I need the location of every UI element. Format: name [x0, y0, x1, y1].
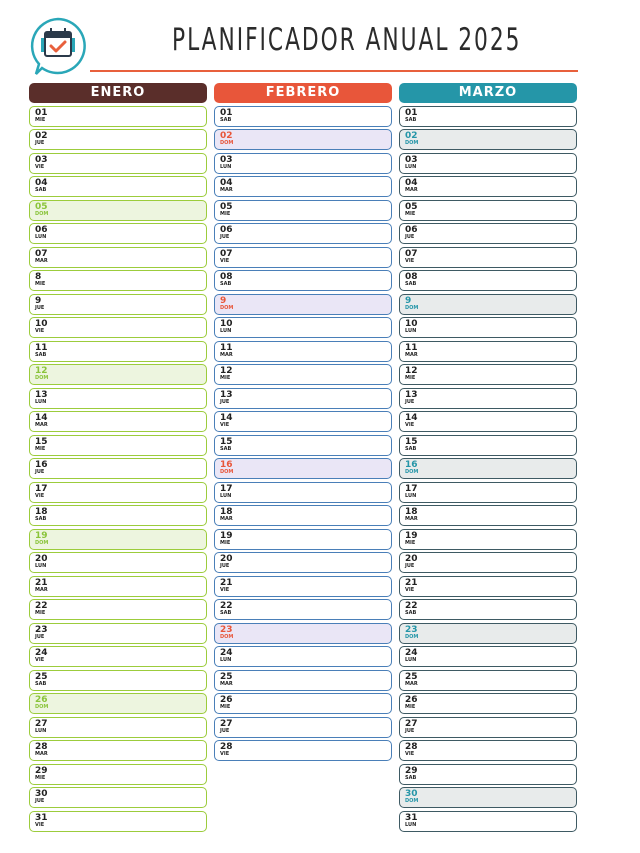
day-number: 26: [405, 695, 418, 705]
day-number: 24: [405, 648, 418, 658]
day-cell[interactable]: [214, 411, 392, 432]
weekday-label: DOM: [220, 469, 234, 475]
day-number: 10: [35, 319, 48, 329]
day-list: [29, 106, 207, 832]
day-cell-sunday[interactable]: [399, 787, 577, 808]
weekday-label: DOM: [220, 633, 234, 640]
day-number: 9: [35, 295, 42, 306]
day-number: 23: [220, 624, 233, 635]
weekday-label: SAB: [35, 187, 47, 193]
day-cell[interactable]: [29, 717, 207, 738]
weekday-label: VIE: [35, 821, 45, 828]
day-number: 26: [220, 695, 233, 705]
day-number: 02: [35, 131, 48, 141]
day-cell[interactable]: [399, 106, 577, 127]
day-cell-sunday[interactable]: [399, 623, 577, 644]
day-cell[interactable]: [29, 341, 207, 362]
day-number: 03: [405, 154, 418, 165]
day-cell-sunday[interactable]: [399, 129, 577, 150]
day-number: 16: [220, 460, 233, 470]
calendar-check-icon: [28, 16, 88, 76]
day-cell[interactable]: [399, 435, 577, 456]
day-number: 06: [35, 225, 48, 235]
weekday-label: LUN: [405, 821, 417, 828]
weekday-label: VIE: [35, 163, 45, 170]
day-number: 23: [35, 624, 48, 635]
month-column-febrero: [214, 83, 392, 761]
weekday-label: SAB: [35, 680, 47, 687]
day-cell[interactable]: [399, 153, 577, 174]
weekday-label: MAR: [405, 187, 418, 193]
weekday-label: MAR: [35, 257, 48, 264]
day-cell[interactable]: [29, 505, 207, 526]
day-cell[interactable]: [29, 129, 207, 150]
day-number: 02: [405, 131, 418, 141]
day-cell[interactable]: [29, 176, 207, 197]
day-cell[interactable]: [29, 670, 207, 691]
weekday-label: DOM: [220, 140, 234, 146]
day-cell[interactable]: [399, 388, 577, 409]
day-number: 19: [220, 530, 233, 541]
day-cell[interactable]: [29, 106, 207, 127]
weekday-label: JUE: [220, 398, 230, 405]
day-cell[interactable]: [399, 364, 577, 385]
day-cell[interactable]: [214, 247, 392, 268]
day-cell-sunday[interactable]: [214, 458, 392, 479]
weekday-label: VIE: [220, 751, 230, 757]
day-number: 28: [220, 742, 233, 752]
weekday-label: JUE: [35, 469, 45, 475]
month-header-enero: ENERO: [29, 83, 207, 103]
day-number: 16: [35, 460, 48, 470]
day-number: 31: [35, 812, 48, 823]
day-number: 04: [35, 178, 48, 188]
weekday-label: LUN: [35, 727, 47, 734]
day-number: 08: [405, 272, 418, 282]
day-number: 8: [35, 272, 42, 282]
day-number: 12: [35, 366, 48, 376]
day-cell[interactable]: [214, 106, 392, 127]
weekday-label: LUN: [405, 657, 417, 663]
day-number: 27: [405, 718, 418, 729]
day-cell[interactable]: [214, 505, 392, 526]
day-list: [399, 106, 577, 832]
weekday-label: DOM: [405, 140, 419, 146]
day-number: 14: [35, 413, 48, 423]
day-number: 27: [35, 718, 48, 729]
day-number: 24: [35, 648, 48, 658]
day-cell[interactable]: [214, 223, 392, 244]
day-cell[interactable]: [29, 317, 207, 338]
day-number: 11: [220, 342, 233, 353]
day-cell[interactable]: [399, 317, 577, 338]
weekday-label: MAR: [35, 422, 48, 428]
month-column-marzo: [399, 83, 577, 832]
weekday-label: JUE: [405, 727, 415, 734]
weekday-label: JUE: [35, 304, 45, 311]
weekday-label: DOM: [35, 539, 49, 546]
day-cell-sunday[interactable]: [29, 529, 207, 550]
day-number: 29: [405, 765, 418, 776]
weekday-label: LUN: [35, 234, 47, 240]
day-number: 19: [35, 530, 48, 541]
weekday-label: MIE: [35, 774, 46, 781]
page-title: PLANIFICADOR ANUAL 2025: [172, 22, 522, 58]
weekday-label: MIE: [220, 375, 231, 381]
weekday-label: VIE: [405, 422, 415, 428]
weekday-label: MAR: [220, 680, 233, 687]
day-cell[interactable]: [214, 482, 392, 503]
weekday-label: DOM: [35, 210, 49, 217]
day-cell-sunday[interactable]: [399, 458, 577, 479]
day-number: 17: [405, 483, 418, 494]
day-cell[interactable]: [29, 435, 207, 456]
weekday-label: SAB: [405, 116, 417, 123]
day-cell[interactable]: [214, 717, 392, 738]
day-cell[interactable]: [399, 505, 577, 526]
weekday-label: MAR: [405, 351, 418, 358]
day-number: 18: [220, 507, 233, 517]
weekday-label: LUN: [405, 328, 417, 334]
day-number: 23: [405, 624, 418, 635]
weekday-label: LUN: [405, 492, 417, 499]
day-number: 15: [405, 436, 418, 447]
day-cell-sunday[interactable]: [29, 200, 207, 221]
weekday-label: VIE: [405, 257, 415, 264]
day-cell[interactable]: [29, 576, 207, 597]
day-number: 03: [220, 154, 233, 165]
day-cell[interactable]: [29, 388, 207, 409]
day-number: 01: [220, 107, 233, 118]
day-number: 12: [405, 366, 418, 376]
weekday-label: JUE: [405, 234, 415, 240]
month-column-enero: [29, 83, 207, 832]
weekday-label: SAB: [220, 445, 232, 452]
weekday-label: DOM: [35, 704, 49, 710]
weekday-label: VIE: [220, 257, 230, 264]
day-cell[interactable]: [399, 482, 577, 503]
day-number: 08: [220, 272, 233, 282]
weekday-label: MIE: [35, 445, 46, 452]
weekday-label: LUN: [405, 163, 417, 170]
day-number: 9: [220, 295, 227, 306]
weekday-label: VIE: [220, 422, 230, 428]
day-number: 05: [405, 201, 418, 212]
day-cell[interactable]: [214, 529, 392, 550]
month-header-febrero: FEBRERO: [214, 83, 392, 103]
day-number: 26: [35, 695, 48, 705]
day-cell[interactable]: [399, 411, 577, 432]
day-cell[interactable]: [29, 740, 207, 761]
weekday-label: MAR: [220, 351, 233, 358]
weekday-label: LUN: [220, 657, 232, 663]
day-cell[interactable]: [214, 435, 392, 456]
day-cell[interactable]: [214, 153, 392, 174]
day-number: 20: [405, 554, 418, 564]
weekday-label: SAB: [405, 774, 417, 781]
day-number: 05: [220, 201, 233, 212]
day-cell[interactable]: [214, 552, 392, 573]
day-cell-sunday[interactable]: [29, 693, 207, 714]
weekday-label: MIE: [220, 210, 231, 217]
day-number: 04: [220, 178, 233, 188]
day-cell-sunday[interactable]: [399, 294, 577, 315]
day-number: 9: [405, 295, 412, 306]
day-cell[interactable]: [214, 270, 392, 291]
day-cell[interactable]: [29, 294, 207, 315]
month-header-marzo: MARZO: [399, 83, 577, 103]
day-number: 07: [405, 248, 418, 259]
weekday-label: JUE: [405, 563, 415, 569]
day-cell[interactable]: [399, 740, 577, 761]
day-cell[interactable]: [29, 458, 207, 479]
weekday-label: MIE: [405, 375, 416, 381]
day-cell[interactable]: [399, 247, 577, 268]
day-cell[interactable]: [29, 411, 207, 432]
day-cell[interactable]: [29, 223, 207, 244]
day-number: 05: [35, 201, 48, 212]
day-number: 17: [35, 483, 48, 494]
day-cell[interactable]: [214, 599, 392, 620]
day-cell[interactable]: [399, 176, 577, 197]
day-cell[interactable]: [214, 317, 392, 338]
day-number: 15: [220, 436, 233, 447]
day-cell[interactable]: [29, 646, 207, 667]
weekday-label: MIE: [35, 116, 46, 123]
title-divider: [90, 70, 578, 72]
weekday-label: DOM: [405, 304, 419, 311]
day-number: 21: [405, 577, 418, 588]
weekday-label: MAR: [405, 516, 418, 522]
day-cell[interactable]: [214, 176, 392, 197]
weekday-label: DOM: [35, 375, 49, 381]
weekday-label: DOM: [405, 469, 419, 475]
weekday-label: DOM: [405, 798, 419, 804]
weekday-label: VIE: [35, 328, 45, 334]
day-number: 25: [405, 671, 418, 682]
weekday-label: SAB: [35, 351, 47, 358]
day-cell[interactable]: [399, 552, 577, 573]
day-number: 22: [220, 601, 233, 611]
day-list: [214, 106, 392, 762]
day-cell[interactable]: [399, 200, 577, 221]
day-cell[interactable]: [214, 740, 392, 761]
day-number: 18: [405, 507, 418, 517]
weekday-label: LUN: [220, 492, 232, 499]
weekday-label: MIE: [405, 210, 416, 217]
day-number: 27: [220, 718, 233, 729]
day-cell-sunday[interactable]: [214, 623, 392, 644]
weekday-label: VIE: [35, 492, 45, 499]
day-number: 18: [35, 507, 48, 517]
day-cell[interactable]: [399, 529, 577, 550]
day-number: 02: [220, 131, 233, 141]
day-number: 13: [220, 389, 233, 400]
day-number: 12: [220, 366, 233, 376]
day-cell-sunday[interactable]: [214, 294, 392, 315]
weekday-label: DOM: [220, 304, 234, 311]
day-number: 06: [220, 225, 233, 235]
day-cell[interactable]: [214, 200, 392, 221]
day-cell[interactable]: [214, 646, 392, 667]
weekday-label: SAB: [220, 610, 232, 616]
weekday-label: SAB: [220, 116, 232, 123]
weekday-label: MIE: [405, 539, 416, 546]
day-cell[interactable]: [399, 341, 577, 362]
day-cell[interactable]: [214, 364, 392, 385]
weekday-label: JUE: [220, 234, 230, 240]
weekday-label: JUE: [35, 798, 45, 804]
day-cell[interactable]: [399, 270, 577, 291]
day-number: 11: [35, 342, 48, 353]
weekday-label: LUN: [35, 398, 47, 405]
day-number: 21: [35, 577, 48, 588]
day-number: 13: [35, 389, 48, 400]
day-cell[interactable]: [29, 247, 207, 268]
day-number: 20: [220, 554, 233, 564]
weekday-label: MAR: [220, 516, 233, 522]
weekday-label: VIE: [405, 586, 415, 593]
weekday-label: VIE: [35, 657, 45, 663]
weekday-label: SAB: [405, 281, 417, 287]
day-cell-sunday[interactable]: [29, 364, 207, 385]
weekday-label: MAR: [220, 187, 233, 193]
day-number: 16: [405, 460, 418, 470]
weekday-label: MIE: [405, 704, 416, 710]
day-number: 11: [405, 342, 418, 353]
day-number: 25: [220, 671, 233, 682]
weekday-label: LUN: [220, 328, 232, 334]
weekday-label: JUE: [220, 727, 230, 734]
weekday-label: SAB: [405, 610, 417, 616]
weekday-label: JUE: [35, 140, 45, 146]
weekday-label: SAB: [35, 516, 47, 522]
day-number: 20: [35, 554, 48, 564]
day-cell[interactable]: [399, 670, 577, 691]
day-number: 19: [405, 530, 418, 541]
day-number: 07: [220, 248, 233, 259]
day-cell[interactable]: [29, 764, 207, 785]
day-cell[interactable]: [29, 552, 207, 573]
weekday-label: MIE: [220, 704, 231, 710]
weekday-label: VIE: [220, 586, 230, 593]
day-cell[interactable]: [399, 717, 577, 738]
day-cell[interactable]: [399, 764, 577, 785]
day-cell[interactable]: [399, 576, 577, 597]
day-number: 10: [220, 319, 233, 329]
weekday-label: MAR: [35, 751, 48, 757]
weekday-label: JUE: [35, 633, 45, 640]
day-number: 17: [220, 483, 233, 494]
day-cell[interactable]: [29, 482, 207, 503]
day-number: 06: [405, 225, 418, 235]
day-number: 30: [35, 789, 48, 799]
weekday-label: MAR: [35, 586, 48, 593]
day-number: 28: [405, 742, 418, 752]
day-cell[interactable]: [399, 599, 577, 620]
day-cell[interactable]: [214, 693, 392, 714]
weekday-label: MIE: [220, 539, 231, 546]
day-cell[interactable]: [399, 811, 577, 832]
day-cell[interactable]: [399, 223, 577, 244]
day-cell-sunday[interactable]: [214, 129, 392, 150]
day-cell[interactable]: [29, 270, 207, 291]
day-number: 07: [35, 248, 48, 259]
day-number: 22: [35, 601, 48, 611]
weekday-label: VIE: [405, 751, 415, 757]
day-cell[interactable]: [29, 599, 207, 620]
day-number: 01: [405, 107, 418, 118]
day-cell[interactable]: [29, 153, 207, 174]
day-number: 29: [35, 765, 48, 776]
day-number: 01: [35, 107, 48, 118]
weekday-label: LUN: [220, 163, 232, 170]
weekday-label: SAB: [405, 445, 417, 452]
day-number: 13: [405, 389, 418, 400]
weekday-label: SAB: [220, 281, 232, 287]
day-number: 04: [405, 178, 418, 188]
day-cell[interactable]: [29, 623, 207, 644]
day-cell[interactable]: [399, 646, 577, 667]
weekday-label: MIE: [35, 281, 46, 287]
day-number: 28: [35, 742, 48, 752]
weekday-label: DOM: [405, 633, 419, 640]
day-cell[interactable]: [29, 811, 207, 832]
day-number: 03: [35, 154, 48, 165]
weekday-label: LUN: [35, 563, 47, 569]
day-number: 15: [35, 436, 48, 447]
day-number: 24: [220, 648, 233, 658]
day-number: 25: [35, 671, 48, 682]
weekday-label: MIE: [35, 610, 46, 616]
day-cell[interactable]: [214, 670, 392, 691]
day-cell[interactable]: [214, 388, 392, 409]
day-number: 10: [405, 319, 418, 329]
weekday-label: JUE: [405, 398, 415, 405]
day-number: 14: [220, 413, 233, 423]
day-cell[interactable]: [214, 576, 392, 597]
day-number: 22: [405, 601, 418, 611]
day-number: 30: [405, 789, 418, 799]
weekday-label: MAR: [405, 680, 418, 687]
day-cell[interactable]: [29, 787, 207, 808]
day-number: 14: [405, 413, 418, 423]
day-cell[interactable]: [399, 693, 577, 714]
day-cell[interactable]: [214, 341, 392, 362]
weekday-label: JUE: [220, 563, 230, 569]
day-number: 21: [220, 577, 233, 588]
day-number: 31: [405, 812, 418, 823]
